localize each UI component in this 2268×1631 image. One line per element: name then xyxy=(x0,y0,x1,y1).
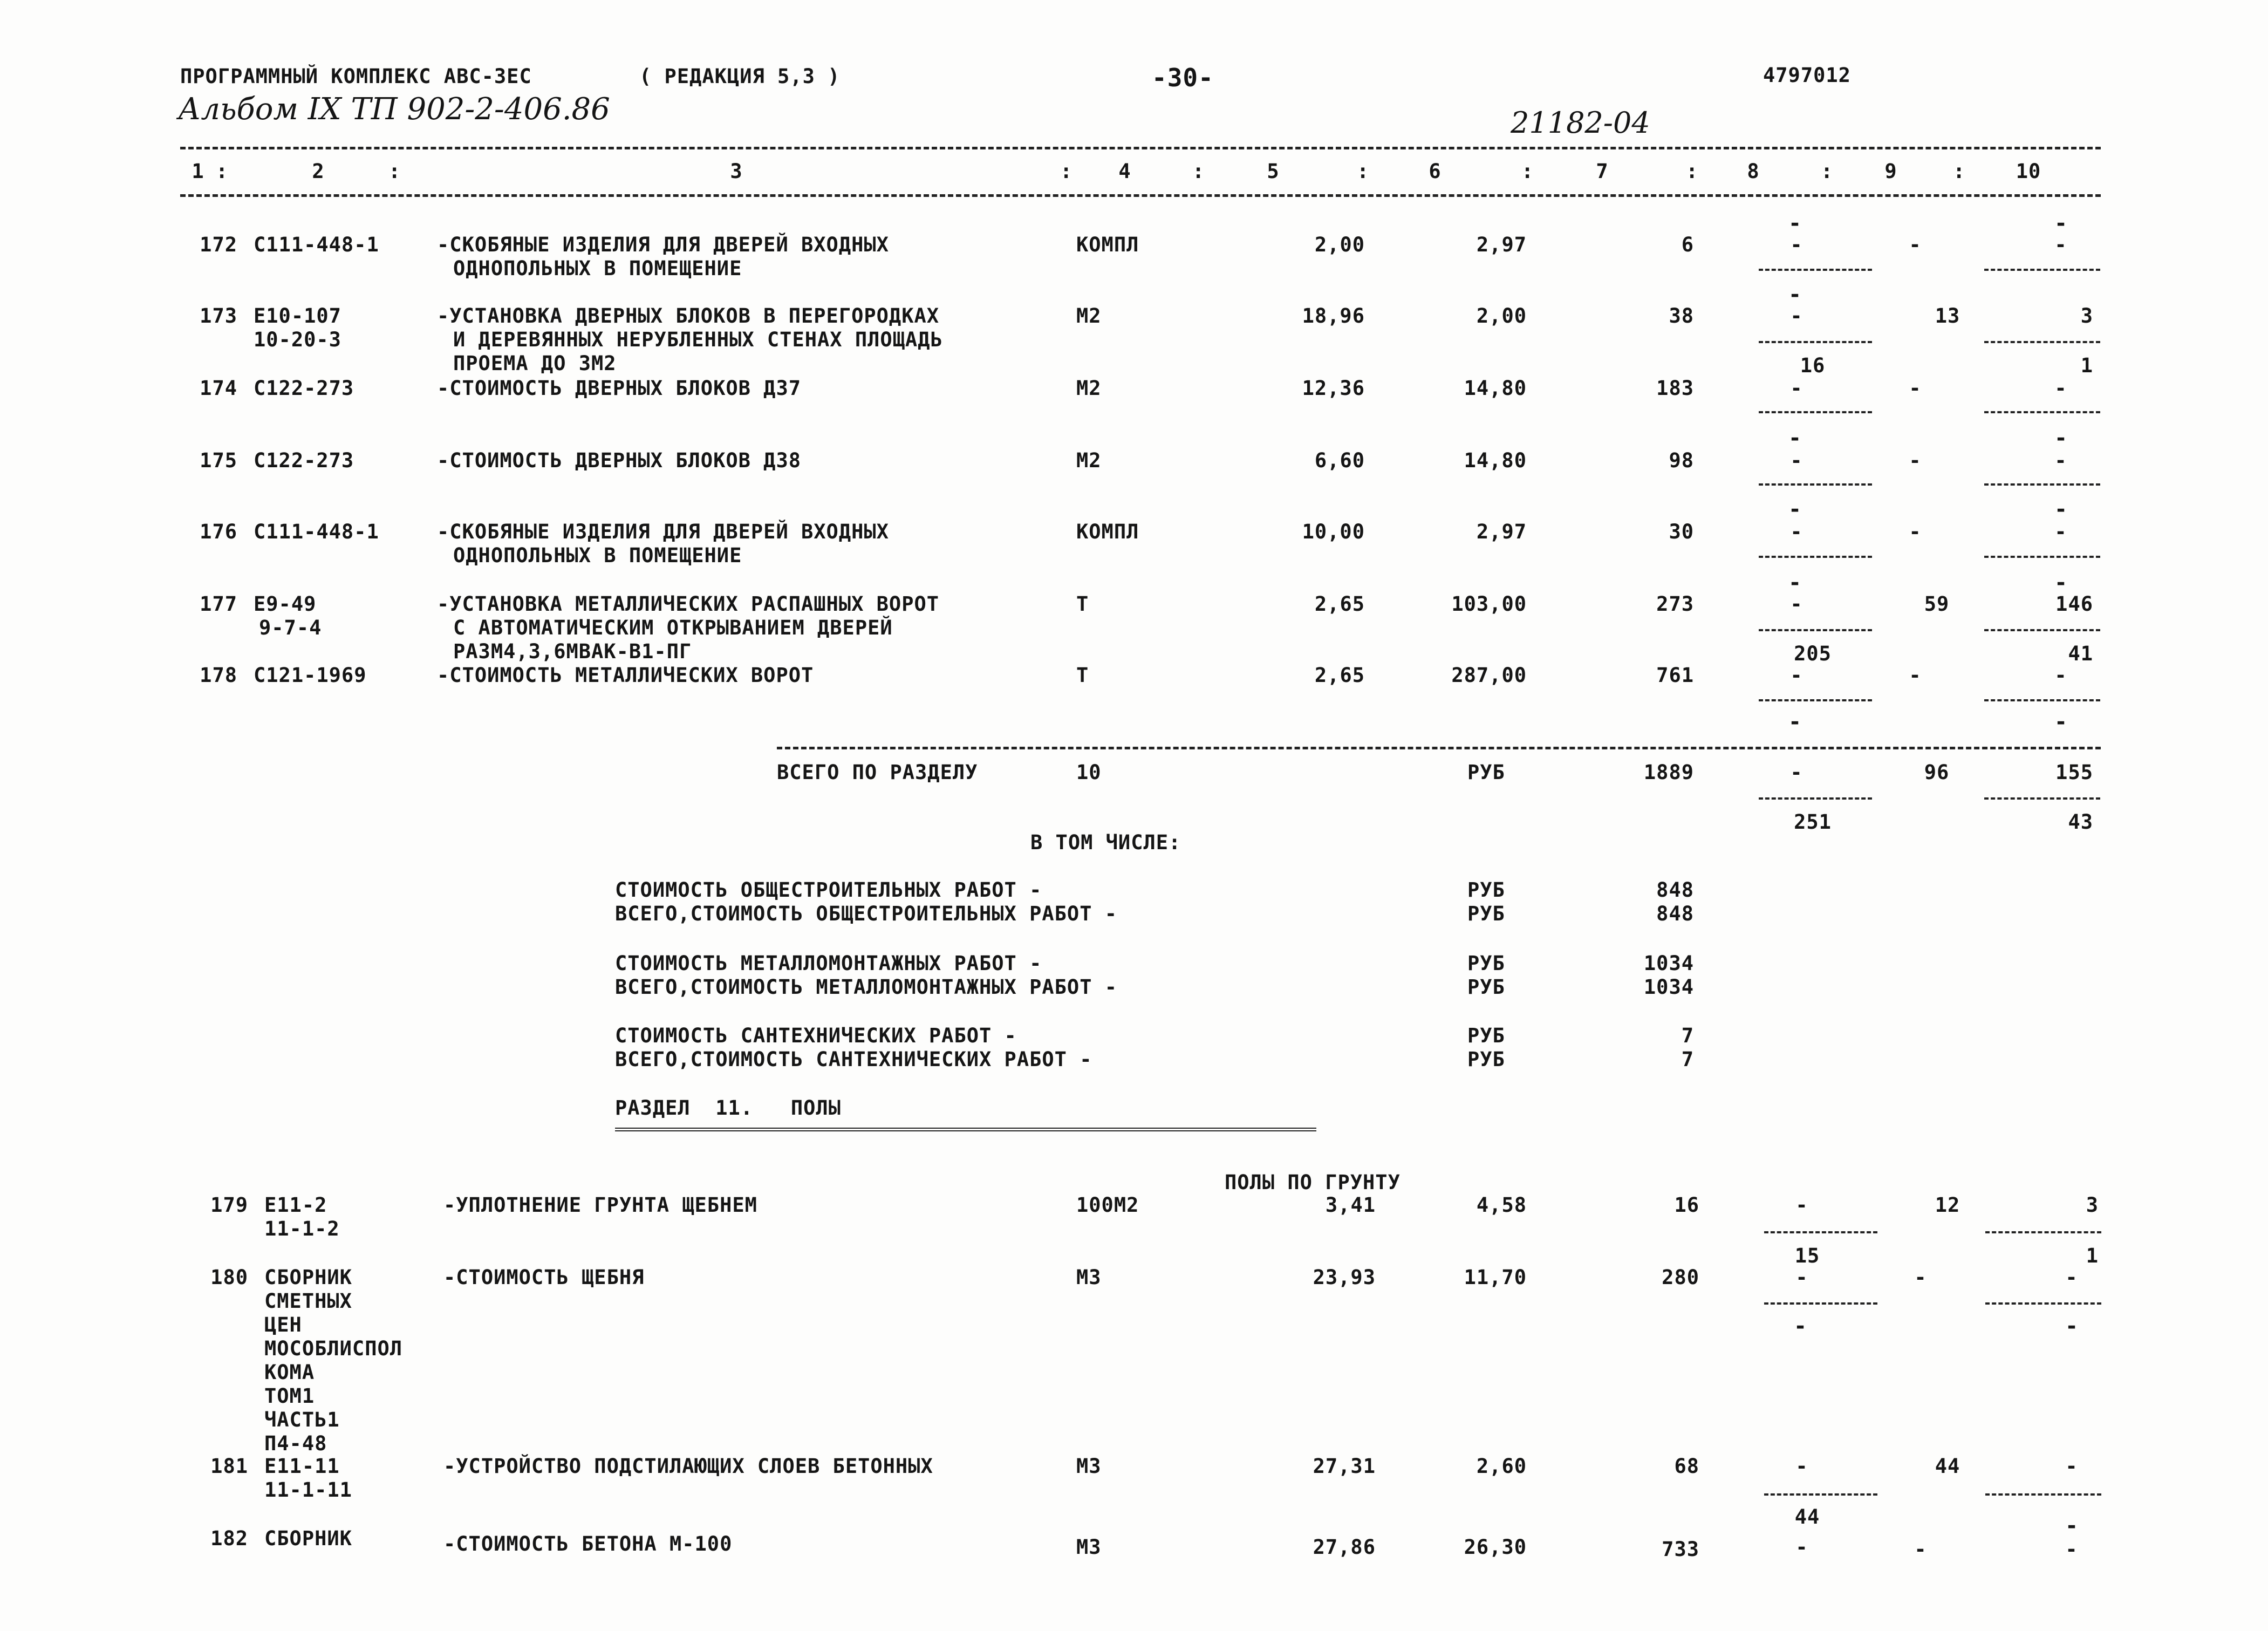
row-col9: - xyxy=(1914,1266,1927,1289)
including-item-label: СТОИМОСТЬ САНТЕХНИЧЕСКИХ РАБОТ - xyxy=(615,1024,1017,1047)
row-col10-lower: 1 xyxy=(2086,1244,2099,1267)
row-quantity: 27,31 xyxy=(1313,1455,1376,1478)
row-number: 179 xyxy=(210,1193,248,1217)
row-col10: - xyxy=(2065,1266,2078,1289)
section-total-col10: 155 xyxy=(2055,761,2093,784)
row-number: 182 xyxy=(210,1527,248,1550)
section-total-col8: - xyxy=(1790,761,1803,784)
row-col8: - xyxy=(1790,377,1803,400)
section-total-label: ВСЕГО ПО РАЗДЕЛУ xyxy=(777,761,978,784)
row-col10: - xyxy=(2054,520,2067,543)
document-code: 4797012 xyxy=(1763,64,1851,87)
including-item-unit: РУБ xyxy=(1467,952,1505,975)
col-10-header: 10 xyxy=(2016,160,2041,183)
col-5-header: 5 xyxy=(1267,160,1280,183)
row-code: Е11-11 xyxy=(264,1455,340,1478)
row-price: 14,80 xyxy=(1464,377,1527,400)
section-11-title: РАЗДЕЛ 11. ПОЛЫ xyxy=(615,1096,841,1120)
including-item-unit: РУБ xyxy=(1467,878,1505,902)
col-6-header: 6 xyxy=(1429,160,1442,183)
row-number: 180 xyxy=(210,1266,248,1289)
row-unit: КОМПЛ xyxy=(1076,520,1139,543)
row-col8: - xyxy=(1795,1536,1808,1559)
row-quantity: 6,60 xyxy=(1314,449,1365,472)
row-unit: М2 xyxy=(1076,304,1102,327)
row-code-2: 11-1-11 xyxy=(264,1478,352,1502)
row-code: С111-448-1 xyxy=(254,520,379,543)
row-price: 287,00 xyxy=(1451,664,1527,687)
row-unit: М3 xyxy=(1076,1536,1102,1559)
row-code: Е9-49 xyxy=(254,592,317,616)
row-number: 174 xyxy=(200,377,237,400)
row-price: 4,58 xyxy=(1476,1193,1527,1217)
including-item-value: 848 xyxy=(1656,878,1694,902)
col-1-header: 1 xyxy=(192,160,204,183)
row-description-line: И ДЕРЕВЯННЫХ НЕРУБЛЕННЫХ СТЕНАХ ПЛОЩАДЬ xyxy=(453,328,943,351)
row-description-line: ОДНОПОЛЬНЫХ В ПОМЕЩЕНИЕ xyxy=(453,257,742,280)
including-item-value: 7 xyxy=(1681,1048,1694,1071)
row-col9: - xyxy=(1909,520,1922,543)
including-item-label: СТОИМОСТЬ ОБЩЕСТРОИТЕЛЬНЫХ РАБОТ - xyxy=(615,878,1042,902)
row-description-line: -УСТАНОВКА МЕТАЛЛИЧЕСКИХ РАСПАШНЫХ ВОРОТ xyxy=(437,592,940,616)
row-description-line: -СТОИМОСТЬ БЕТОНА М-100 xyxy=(443,1532,733,1555)
row-quantity: 27,86 xyxy=(1313,1536,1376,1559)
section-total-number: 10 xyxy=(1076,761,1102,784)
page-number: -30- xyxy=(1152,63,1214,92)
col-4-header: 4 xyxy=(1118,160,1131,183)
row-total: 30 xyxy=(1669,520,1694,543)
row-number: 181 xyxy=(210,1455,248,1478)
including-item-unit: РУБ xyxy=(1467,1048,1505,1071)
row-total: 761 xyxy=(1656,664,1694,687)
row-unit: КОМПЛ xyxy=(1076,233,1139,256)
row-description-line: -СТОИМОСТЬ ЩЕБНЯ xyxy=(443,1266,645,1289)
page: ПРОГРАММНЫЙ КОМПЛЕКС АВС-3ЕС ( РЕДАКЦИЯ 5,3 ) -30- 4797012 Альбом IX ТП 902-2-406.86 21182-04 1 : 2 : 3 : 4 : 5 : 6 : 7 : 8 : 9 : 10 172 С111-448-1 -СКОБЯНЫЕ ИЗДЕЛИЯ ДЛЯ ДВЕРЕЙ ВХОДНЫХ ОДНОПОЛЬНЫХ В ПОМЕЩЕНИЕ КОМПЛ 2,00 2,97 6 - - - - - 173 Е10-107 10-20-3 -УСТАНОВКА ДВЕРНЫХ БЛОКОВ В ПЕРЕГОРОДКАХ И ДЕРЕВЯННЫХ НЕРУБЛЕННЫХ СТЕНАХ ПЛОЩАДЬ ПРОЕМА ДО 3М2 М2 18,96 2,00 38 - - 16 13 3 1 174 С122-273 -СТОИМОСТЬ ДВЕРНЫХ БЛОКОВ Д37 М2 12,36 14,80 183 - - - 175 С122-273 -СТОИМОСТЬ ДВЕРНЫХ БЛОКОВ Д38 М2 6,60 14,80 98 - - - - - 176 С111-448-1 -СКОБЯНЫЕ ИЗДЕЛИЯ ДЛЯ ДВЕРЕЙ ВХОДНЫХ ОДНОПОЛЬНЫХ В ПОМЕЩЕНИЕ КОМПЛ 10,00 2,97 30 - - - - - 177 Е9-49 9-7-4 -УСТАНОВКА МЕТАЛЛИЧЕСКИХ РАСПАШНЫХ ВОРОТ С АВТОМАТИЧЕСКИМ ОТКРЫВАНИЕМ ДВЕРЕЙ РАЗМ4,3,6МВАК-В1-ПГ Т 2,65 103,00 273 - - 205 59 - 146 41 178 С121-1969 -СТОИМОСТЬ МЕТАЛЛИЧЕСКИХ ВОРОТ Т 2,65 287,00 761 - - - - - ВСЕГО ПО РАЗДЕЛУ 10 РУБ 1889 - 251 96 155 43 В ТОМ ЧИСЛЕ: СТОИМОСТЬ ОБЩЕСТРОИТЕЛЬНЫХ РАБОТ - РУБ 848 ВСЕГО,СТОИМОСТЬ ОБЩЕСТРОИТЕЛЬНЫХ РАБОТ - РУБ 848 СТОИМОСТЬ МЕТАЛЛОМОНТАЖНЫХ РАБОТ - РУБ 1034 ВСЕГО,СТОИМОСТЬ МЕТАЛЛОМОНТАЖНЫХ РАБОТ - РУБ 1034 СТОИМОСТЬ САНТЕХНИЧЕСКИХ РАБОТ - РУБ 7 ВСЕГО,СТОИМОСТЬ САНТЕХНИЧЕСКИХ РАБОТ - РУБ 7 РАЗДЕЛ 11. ПОЛЫ ПОЛЫ ПО ГРУНТУ 179 Е11-2 11-1-2 -УПЛОТНЕНИЕ ГРУНТА ЩЕБНЕМ 100М2 3,41 4,58 16 - 15 12 3 1 180 СБОРНИК СМЕТНЫХ ЦЕН МОСОБЛИСПОЛ КОМА ТОМ1 ЧАСТЬ1 П4-48 -СТОИМОСТЬ ЩЕБНЯ М3 23,93 11,70 280 - - - - - 181 Е11-11 11-1-11 -УСТРОЙСТВО ПОДСТИЛАЮЩИХ СЛОЕВ БЕТОННЫХ М3 27,31 2,60 68 - 44 44 - 182 СБОРНИК -СТОИМОСТЬ БЕТОНА М-100 М3 27,86 26,30 733 - - - - xyxy=(0,0,2268,1631)
including-item-label: ВСЕГО,СТОИМОСТЬ МЕТАЛЛОМОНТАЖНЫХ РАБОТ - xyxy=(615,975,1118,999)
row-col8: - xyxy=(1795,1266,1808,1289)
row-col8: - xyxy=(1790,449,1803,472)
header-top-rule xyxy=(180,147,2101,149)
row-description-line: ПРОЕМА ДО 3М2 xyxy=(453,352,617,375)
including-item-label: ВСЕГО,СТОИМОСТЬ САНТЕХНИЧЕСКИХ РАБОТ - xyxy=(615,1048,1092,1071)
row-col10: - xyxy=(2054,233,2067,256)
row-code: С122-273 xyxy=(254,377,354,400)
row-unit: Т xyxy=(1076,592,1089,616)
row-number: 175 xyxy=(200,449,237,472)
section-total-col9: 96 xyxy=(1924,761,1950,784)
row-col10: - xyxy=(2054,664,2067,687)
row-total: 280 xyxy=(1662,1266,1699,1289)
row-code: С122-273 xyxy=(254,449,354,472)
row-number: 173 xyxy=(200,304,237,327)
section-total-col8-lower: 251 xyxy=(1794,810,1832,834)
row-total: 183 xyxy=(1656,377,1694,400)
col-9-header: 9 xyxy=(1884,160,1897,183)
row-price: 2,60 xyxy=(1476,1455,1527,1478)
row-total: 16 xyxy=(1674,1193,1699,1217)
section-total-unit: РУБ xyxy=(1467,761,1505,784)
row-col10: 3 xyxy=(2086,1193,2099,1217)
row-quantity: 10,00 xyxy=(1302,520,1365,543)
row-code: СБОРНИК xyxy=(264,1527,352,1550)
row-col10: - xyxy=(2065,1538,2078,1561)
row-code: Е10-107 xyxy=(254,304,341,327)
program-title: ПРОГРАММНЫЙ КОМПЛЕКС АВС-3ЕС xyxy=(180,65,532,88)
row-description-line: -УПЛОТНЕНИЕ ГРУНТА ЩЕБНЕМ xyxy=(443,1193,757,1217)
row-col9: - xyxy=(1909,449,1922,472)
row-col9: 59 xyxy=(1924,592,1950,616)
row-unit: М2 xyxy=(1076,449,1102,472)
row-unit: Т xyxy=(1076,664,1089,687)
row-unit: М2 xyxy=(1076,377,1102,400)
row-col10-lower: 1 xyxy=(2080,354,2093,377)
row-unit: М3 xyxy=(1076,1266,1102,1289)
row-code: СБОРНИК xyxy=(264,1266,352,1289)
section-total-rule xyxy=(777,747,2101,749)
including-item-value: 7 xyxy=(1681,1024,1694,1047)
row-description-line: -СТОИМОСТЬ МЕТАЛЛИЧЕСКИХ ВОРОТ xyxy=(437,664,814,687)
section-total-value: 1889 xyxy=(1643,761,1694,784)
row-price: 26,30 xyxy=(1464,1536,1527,1559)
row-price: 11,70 xyxy=(1464,1266,1527,1289)
row-quantity: 18,96 xyxy=(1302,304,1365,327)
row-description-line: -СТОИМОСТЬ ДВЕРНЫХ БЛОКОВ Д37 xyxy=(437,377,802,400)
section-11-subtitle: ПОЛЫ ПО ГРУНТУ xyxy=(1225,1171,1401,1194)
row-quantity: 2,65 xyxy=(1314,592,1365,616)
row-col8: - xyxy=(1790,664,1803,687)
row-col10: - xyxy=(2054,449,2067,472)
row-code: С121-1969 xyxy=(254,664,367,687)
row-col9: - xyxy=(1909,233,1922,256)
section-total-col10-lower: 43 xyxy=(2068,810,2093,834)
row-quantity: 12,36 xyxy=(1302,377,1365,400)
row-description-line: С АВТОМАТИЧЕСКИМ ОТКРЫВАНИЕМ ДВЕРЕЙ xyxy=(453,616,893,639)
including-item-unit: РУБ xyxy=(1467,1024,1505,1047)
row-total: 733 xyxy=(1662,1538,1699,1561)
col-3-header: 3 xyxy=(730,160,743,183)
row-quantity: 2,00 xyxy=(1314,233,1365,256)
including-title: В ТОМ ЧИСЛЕ: xyxy=(1030,831,1181,854)
row-col10: - xyxy=(2065,1455,2078,1478)
row-quantity: 3,41 xyxy=(1325,1193,1376,1217)
row-total: 38 xyxy=(1669,304,1694,327)
row-price: 2,97 xyxy=(1476,520,1527,543)
row-col8-lower: 15 xyxy=(1794,1244,1820,1267)
row-description-line: ОДНОПОЛЬНЫХ В ПОМЕЩЕНИЕ xyxy=(453,544,742,567)
col-8-header: 8 xyxy=(1747,160,1760,183)
row-col9: - xyxy=(1914,1538,1927,1561)
row-number: 178 xyxy=(200,664,237,687)
row-code-2: 11-1-2 xyxy=(264,1217,340,1240)
row-col8: - xyxy=(1795,1455,1808,1478)
row-col9: 44 xyxy=(1935,1455,1960,1478)
including-item-label: ВСЕГО,СТОИМОСТЬ ОБЩЕСТРОИТЕЛЬНЫХ РАБОТ - xyxy=(615,902,1118,925)
row-col8-lower: 44 xyxy=(1794,1505,1820,1528)
row-code: С111-448-1 xyxy=(254,233,379,256)
row-description-line: -УСТРОЙСТВО ПОДСТИЛАЮЩИХ СЛОЕВ БЕТОННЫХ xyxy=(443,1455,933,1478)
row-total: 6 xyxy=(1681,233,1694,256)
row-col9: 12 xyxy=(1935,1193,1960,1217)
row-col10: 3 xyxy=(2080,304,2093,327)
row-number: 172 xyxy=(200,233,237,256)
row-number: 176 xyxy=(200,520,237,543)
including-item-unit: РУБ xyxy=(1467,975,1505,999)
row-total: 273 xyxy=(1656,592,1694,616)
including-item-value: 848 xyxy=(1656,902,1694,925)
row-description-line: -СКОБЯНЫЕ ИЗДЕЛИЯ ДЛЯ ДВЕРЕЙ ВХОДНЫХ xyxy=(437,233,889,256)
row-price: 2,00 xyxy=(1476,304,1527,327)
row-col8-lower: 16 xyxy=(1800,354,1826,377)
row-total: 98 xyxy=(1669,449,1694,472)
row-col8-lower: 205 xyxy=(1794,642,1832,665)
row-description-line: -СТОИМОСТЬ ДВЕРНЫХ БЛОКОВ Д38 xyxy=(437,449,802,472)
row-col10-lower: 41 xyxy=(2068,642,2093,665)
row-col9: - xyxy=(1909,664,1922,687)
row-price: 2,97 xyxy=(1476,233,1527,256)
row-col9: 13 xyxy=(1935,304,1960,327)
row-price: 14,80 xyxy=(1464,449,1527,472)
row-col10: 146 xyxy=(2055,592,2093,616)
col-7-header: 7 xyxy=(1596,160,1609,183)
row-col8: - xyxy=(1790,520,1803,543)
col-2-header: 2 xyxy=(312,160,325,183)
row-col10: - xyxy=(2054,377,2067,400)
row-description-line: РАЗМ4,3,6МВАК-В1-ПГ xyxy=(453,640,692,663)
row-quantity: 2,65 xyxy=(1314,664,1365,687)
row-code-2: 9-7-4 xyxy=(259,616,322,639)
row-price: 103,00 xyxy=(1451,592,1527,616)
row-unit: 100М2 xyxy=(1076,1193,1139,1217)
row-code: Е11-2 xyxy=(264,1193,327,1217)
header-bottom-rule xyxy=(180,194,2101,197)
including-item-value: 1034 xyxy=(1643,952,1694,975)
row-code-2: СМЕТНЫХ ЦЕН МОСОБЛИСПОЛ КОМА ТОМ1 ЧАСТЬ1 П4-48 xyxy=(264,1289,403,1455)
edition-label: ( РЕДАКЦИЯ 5,3 ) xyxy=(639,65,841,88)
row-quantity: 23,93 xyxy=(1313,1266,1376,1289)
including-item-unit: РУБ xyxy=(1467,902,1505,925)
row-col8: - xyxy=(1790,304,1803,327)
including-item-value: 1034 xyxy=(1643,975,1694,999)
row-col8: - xyxy=(1795,1193,1808,1217)
row-description-line: -СКОБЯНЫЕ ИЗДЕЛИЯ ДЛЯ ДВЕРЕЙ ВХОДНЫХ xyxy=(437,520,889,543)
row-col9: - xyxy=(1909,377,1922,400)
row-unit: М3 xyxy=(1076,1455,1102,1478)
row-col8: - xyxy=(1790,592,1803,616)
row-description-line: -УСТАНОВКА ДВЕРНЫХ БЛОКОВ В ПЕРЕГОРОДКАХ xyxy=(437,304,940,327)
row-col8: - xyxy=(1790,233,1803,256)
sheet-code-handwritten: 21182-04 xyxy=(1511,106,1650,140)
row-total: 68 xyxy=(1674,1455,1699,1478)
row-number: 177 xyxy=(200,592,237,616)
row-code-2: 10-20-3 xyxy=(254,328,341,351)
album-handwritten: Альбом IX ТП 902-2-406.86 xyxy=(178,92,610,127)
section-11-underline xyxy=(615,1128,1316,1131)
including-item-label: СТОИМОСТЬ МЕТАЛЛОМОНТАЖНЫХ РАБОТ - xyxy=(615,952,1042,975)
